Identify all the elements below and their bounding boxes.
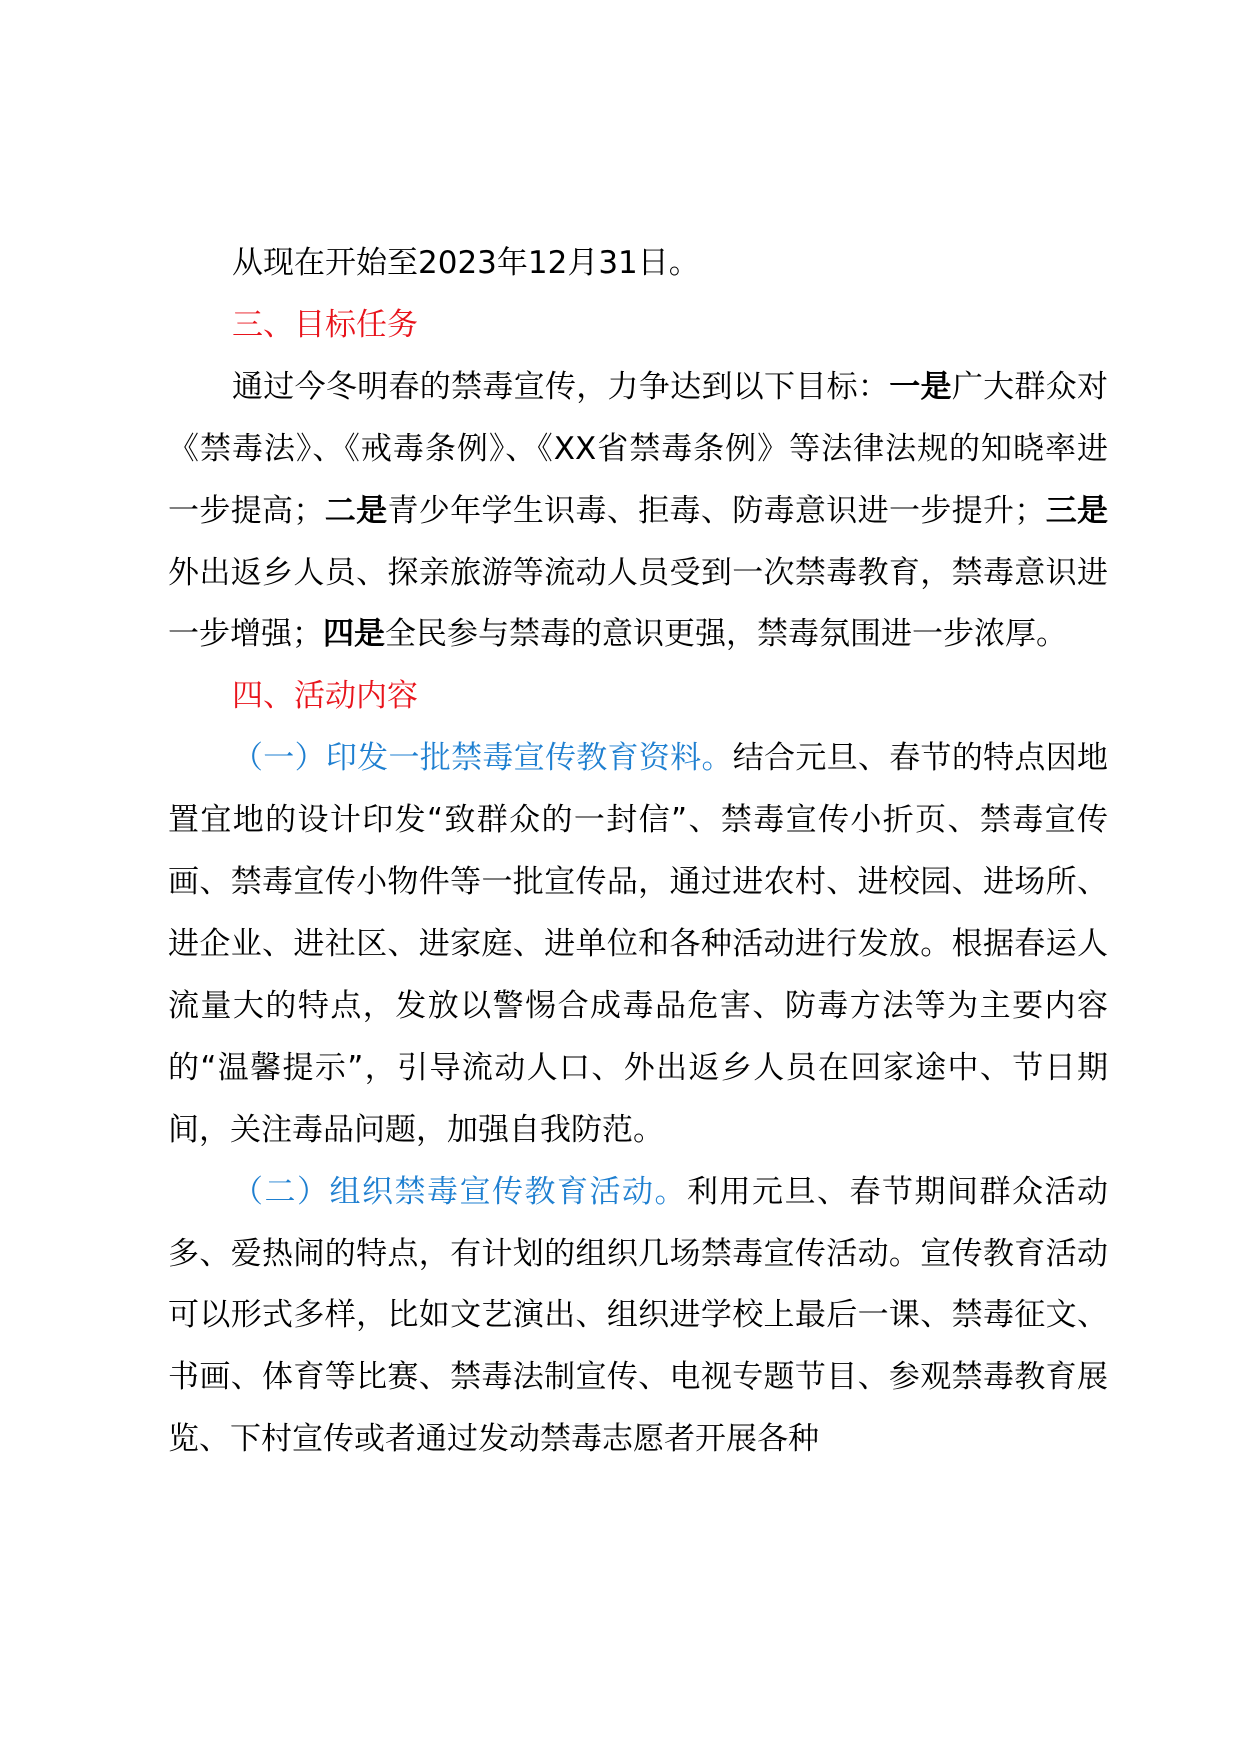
- activity-body: 结合元旦、春节的特点因地置宜地的设计印发“致群众的一封信”、禁毒宣传小折页、禁毒宣传画、禁毒宣传小物件等一批宣传品，通过进农村、进校园、进场所、进企业、进社区、进家庭、进单位和各种活动进行发放。根据春运人流量大的特点，发放以警惕合成毒品危害、防毒方法等为主要内容的“温馨提示”，引导流动人口、外出返乡人员在回家途中、节日期间，关注毒品问题，加强自我防范。: [168, 740, 1109, 1148]
- document-body: [168, 233, 1108, 1471]
- goal-marker: 四是: [323, 616, 385, 653]
- goal-marker: 三是: [1045, 492, 1109, 529]
- section-heading-targets: 三、目标任务: [232, 306, 418, 343]
- goal-text: 全民参与禁毒的意识更强，禁毒氛围进一步浓厚。: [385, 616, 1067, 653]
- activity-subheading: （二）组织禁毒宣传教育活动。: [232, 1173, 687, 1210]
- goals-intro: 通过今冬明春的禁毒宣传，力争达到以下目标：: [232, 368, 890, 405]
- goals-paragraph: [168, 357, 1108, 667]
- activity-subheading: （一）印发一批禁毒宣传教育资料。: [232, 740, 733, 777]
- goal-text: 广大群众对《禁毒法》、《戒毒条例》、《XX省禁毒条例》等法律法规的知晓率进一步提高；: [168, 368, 1109, 529]
- activity-paragraph: [168, 728, 1108, 1161]
- goal-marker: 二是: [324, 492, 388, 529]
- section-heading-activities: 四、活动内容: [232, 678, 418, 715]
- goal-marker: 一是: [889, 368, 952, 405]
- goal-text: 青少年学生识毒、拒毒、防毒意识进一步提升；: [387, 492, 1046, 529]
- period-paragraph: 从现在开始至2023年12月31日。: [232, 245, 700, 281]
- activity-paragraph: [168, 1162, 1108, 1472]
- activity-body: 利用元旦、春节期间群众活动多、爱热闹的特点，有计划的组织几场禁毒宣传活动。宣传教育活动可以形式多样，比如文艺演出、组织进学校上最后一课、禁毒征文、书画、体育等比赛、禁毒法制宣传、电视专题节目、参观禁毒教育展览、下村宣传或者通过发动禁毒志愿者开展各种: [168, 1173, 1108, 1458]
- goal-text: 外出返乡人员、探亲旅游等流动人员受到一次禁毒教育，禁毒意识进一步增强；: [168, 554, 1108, 653]
